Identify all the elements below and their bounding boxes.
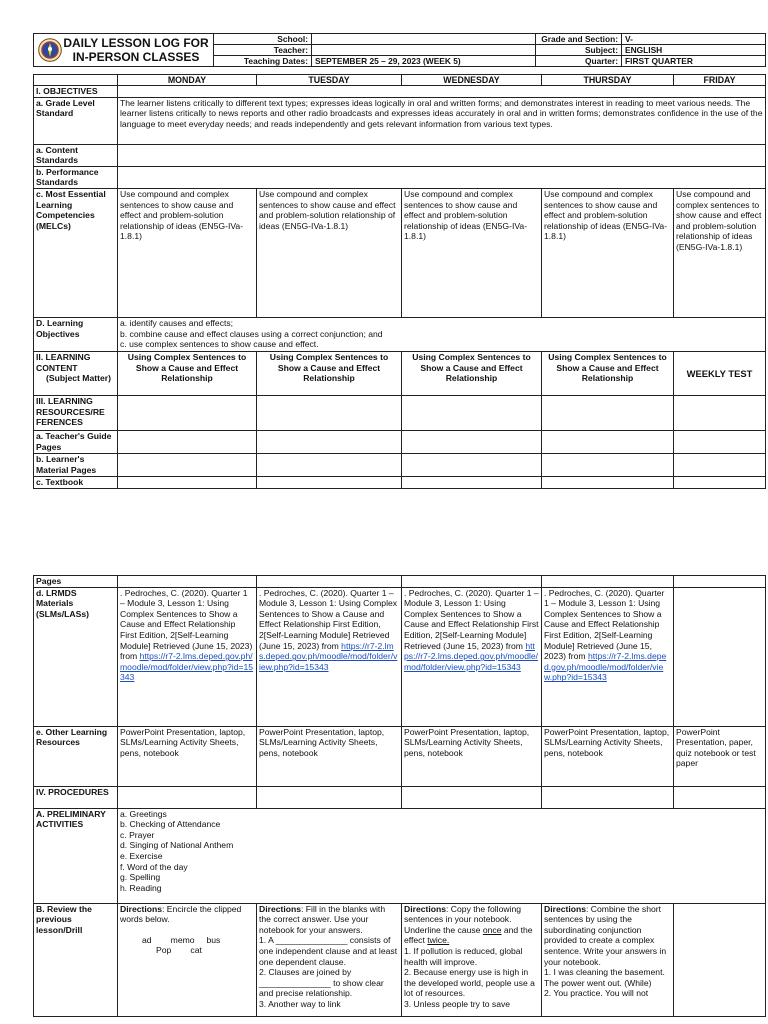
- learners-material-tue: [257, 453, 402, 476]
- lrmds-thursday: [542, 587, 674, 726]
- teachers-guide-label: a. Teacher's Guide Pages: [34, 430, 118, 453]
- dates-value[interactable]: SEPTEMBER 25 – 29, 2023 (WEEK 5): [312, 56, 536, 67]
- preliminary-item: b. Checking of Attendance: [120, 819, 221, 830]
- teachers-guide-fri: [674, 430, 766, 453]
- lrmds-citation: . Pedroches, C. (2020). Quarter 1 – Module 3, Lesson 1: Using Complex Sentences to Show a Cause and Effect Relationship First Edition, 2[Self-Learning Module] Retrieved (June 15, 2023) from: [259, 587, 398, 651]
- clipped-words-row-1: ad memo bus: [142, 934, 221, 945]
- textbook-label: c. Textbook: [34, 476, 118, 488]
- resources-mon: [118, 395, 257, 430]
- content-standards-label: a. Content Standards: [34, 144, 118, 166]
- preliminary-list: [118, 808, 766, 903]
- objective-item: c. use complex sentences to show cause and effect.: [120, 339, 319, 350]
- day-wednesday: WEDNESDAY: [402, 75, 542, 86]
- review-thursday: [542, 903, 674, 1016]
- review-tue-item: 3. Another way to link: [259, 998, 341, 1009]
- directions-word: Directions: [544, 903, 587, 914]
- learning-objectives-label: D. Learning Objectives: [34, 317, 118, 351]
- learning-objectives-cell: [118, 317, 766, 351]
- objectives-label: I. OBJECTIVES: [34, 86, 118, 98]
- lrmds-link[interactable]: https://r7-2.lms.deped.gov.ph/moodle/mod/folder/view.php?id=15343: [259, 640, 398, 672]
- day-monday: MONDAY: [118, 75, 257, 86]
- school-value[interactable]: [312, 34, 536, 45]
- learners-material-label: b. Learner's Material Pages: [34, 453, 118, 476]
- melcs-monday: Use compound and complex sentences to show cause and effect and problem-solution relationship of ideas (EN5G-IVa-1.8.1): [118, 188, 257, 317]
- resources-fri: [674, 395, 766, 430]
- review-wed-item: 3. Unless people try to save: [404, 998, 511, 1009]
- preliminary-item: h. Reading: [120, 882, 162, 893]
- review-wed-directions-a: : Copy the following sentences in your notebook. Underline the cause: [404, 903, 522, 935]
- content-standards-cell: [118, 144, 766, 166]
- title-line-2: IN-PERSON CLASSES: [72, 50, 200, 64]
- learning-content-thursday: Using Complex Sentences to Show a Cause and Effect Relationship: [542, 351, 674, 395]
- teachers-guide-thu: [542, 430, 674, 453]
- objectives-cell: [118, 86, 766, 98]
- resources-wed: [402, 395, 542, 430]
- review-wednesday: [402, 903, 542, 1016]
- review-thu-item: 1. I was cleaning the basement. The power went out. (While): [544, 967, 665, 988]
- corner-cell: [34, 75, 118, 86]
- grade-value[interactable]: V-: [622, 34, 766, 45]
- review-tue-item: 1. A _______________ consists of one independent clause and at least one dependent clause.: [259, 935, 398, 967]
- pages-label: Pages: [34, 576, 118, 588]
- melcs-label: c. Most Essential Learning Competencies (MELCs): [34, 188, 118, 317]
- learning-content-tuesday: Using Complex Sentences to Show a Cause and Effect Relationship: [257, 351, 402, 395]
- lesson-table-part-1: [33, 74, 766, 489]
- procedures-wed: [402, 786, 542, 808]
- title-cell: [34, 34, 214, 67]
- subject-value[interactable]: ENGLISH: [622, 45, 766, 56]
- objective-item: b. combine cause and effect clauses using a correct conjunction; and: [120, 328, 383, 339]
- review-wed-once: once: [482, 924, 502, 935]
- other-resources-wednesday: PowerPoint Presentation, laptop, SLMs/Learning Activity Sheets, pens, notebook: [402, 726, 542, 786]
- resources-tue: [257, 395, 402, 430]
- review-mon-directions: : Encircle the clipped words below.: [120, 903, 242, 925]
- procedures-thu: [542, 786, 674, 808]
- learning-content-label-line1: II. LEARNING CONTENT: [36, 351, 91, 373]
- melcs-wednesday: Use compound and complex sentences to show cause and effect and problem-solution relationship of ideas (EN5G-IVa-1.8.1): [402, 188, 542, 317]
- pages-fri: [674, 576, 766, 588]
- directions-word: Directions: [259, 903, 302, 914]
- procedures-label: IV. PROCEDURES: [34, 786, 118, 808]
- teachers-guide-tue: [257, 430, 402, 453]
- preliminary-item: e. Exercise: [120, 850, 163, 861]
- textbook-fri: [674, 476, 766, 488]
- melcs-friday: Use compound and complex sentences to show cause and effect and problem-solution relationship of ideas (EN5G-IVa-1.8.1): [674, 188, 766, 317]
- textbook-wed: [402, 476, 542, 488]
- other-resources-label: e. Other Learning Resources: [34, 726, 118, 786]
- learners-material-wed: [402, 453, 542, 476]
- lrmds-link[interactable]: https://r7-2.lms.deped.gov.ph/moodle/mod/folder/view.php?id=15343: [404, 640, 539, 672]
- directions-word: Directions: [404, 903, 447, 914]
- learners-material-mon: [118, 453, 257, 476]
- review-label: B. Review the previous lesson/Drill: [34, 903, 118, 1016]
- review-tuesday: [257, 903, 402, 1016]
- day-tuesday: TUESDAY: [257, 75, 402, 86]
- lrmds-monday: [118, 587, 257, 726]
- quarter-value[interactable]: FIRST QUARTER: [622, 56, 766, 67]
- melcs-thursday: Use compound and complex sentences to show cause and effect and problem-solution relationship of ideas (EN5G-IVa-1.8.1): [542, 188, 674, 317]
- lrmds-tuesday: [257, 587, 402, 726]
- other-resources-tuesday: PowerPoint Presentation, laptop, SLMs/Learning Activity Sheets, pens, notebook: [257, 726, 402, 786]
- performance-standards-cell: [118, 166, 766, 188]
- pages-wed: [402, 576, 542, 588]
- lrmds-citation: . Pedroches, C. (2020). Quarter 1 – Module 3, Lesson 1: Using Complex Sentences to Show a Cause and Effect Relationship First Edition, 2[Self-Learning Module] Retrieved (June 15, 2023) from: [120, 587, 253, 662]
- lrmds-friday: [674, 587, 766, 726]
- school-label: School:: [214, 34, 312, 45]
- teacher-label: Teacher:: [214, 45, 312, 56]
- objective-item: a. identify causes and effects;: [120, 317, 234, 328]
- title-line-1: DAILY LESSON LOG FOR: [63, 36, 209, 50]
- pages-mon: [118, 576, 257, 588]
- learning-content-wednesday: Using Complex Sentences to Show a Cause and Effect Relationship: [402, 351, 542, 395]
- learners-material-thu: [542, 453, 674, 476]
- deped-seal-icon: [38, 38, 62, 62]
- lrmds-link[interactable]: https://r7-2.lms.deped.gov.ph/moodle/mod/folder/view.php?id=15343: [544, 651, 667, 683]
- lrmds-link[interactable]: https://r7-2.lms.deped.gov.ph/moodle/mod/folder/view.php?id=15343: [120, 651, 254, 683]
- weekly-test: WEEKLY TEST: [674, 351, 766, 395]
- dates-label: Teaching Dates:: [214, 56, 312, 67]
- learners-material-fri: [674, 453, 766, 476]
- pages-tue: [257, 576, 402, 588]
- review-monday: [118, 903, 257, 1016]
- procedures-mon: [118, 786, 257, 808]
- lrmds-citation: . Pedroches, C. (2020). Quarter 1 – Module 3, Lesson 1: Using Complex Sentences to Show a Cause and Effect Relationship First Edition, 2[Self-Learning Module] Retrieved (June 15, 2023) from: [404, 587, 539, 651]
- resources-thu: [542, 395, 674, 430]
- review-thu-directions: : Combine the short sentences by using the subordinating conjunction provided to create a complex sentence. Write your answers in your notebook.: [544, 903, 667, 967]
- preliminary-item: c. Prayer: [120, 829, 155, 840]
- header-table: [33, 33, 766, 67]
- review-tue-directions: : Fill in the blanks with the correct answer. Use your notebook for your answers.: [259, 903, 386, 935]
- preliminary-item: f. Word of the day: [120, 861, 188, 872]
- quarter-label: Quarter:: [536, 56, 622, 67]
- lrmds-label: d. LRMDS Materials (SLMs/LASs): [34, 587, 118, 726]
- textbook-mon: [118, 476, 257, 488]
- procedures-tue: [257, 786, 402, 808]
- other-resources-thursday: PowerPoint Presentation, laptop, SLMs/Learning Activity Sheets, pens, notebook: [542, 726, 674, 786]
- performance-standards-label: b. Performance Standards: [34, 166, 118, 188]
- teachers-guide-mon: [118, 430, 257, 453]
- review-wed-item: 1. If pollution is reduced, global health will improve.: [404, 945, 523, 967]
- teachers-guide-wed: [402, 430, 542, 453]
- day-thursday: THURSDAY: [542, 75, 674, 86]
- review-tue-item: 2. Clauses are joined by _______________ to show clear and precise relationship.: [259, 967, 384, 999]
- preliminary-item: d. Singing of National Anthem: [120, 840, 234, 851]
- lesson-table-part-2: [33, 575, 766, 1017]
- melcs-tuesday: Use compound and complex sentences to show cause and effect and problem-solution relationship of ideas (EN5G-IVa-1.8.1): [257, 188, 402, 317]
- review-thu-item: 2. You practice. You will not: [544, 988, 649, 999]
- procedures-fri: [674, 786, 766, 808]
- textbook-thu: [542, 476, 674, 488]
- grade-level-standard-text: The learner listens critically to different text types; expresses ideas logically in oral and written forms; and demonstrates interest in reading to meet various needs. The learner listens critically to news reports and other radio broadcasts and expresses ideas accurately in oral and in written forms; demonstrates confidence in the use of the language to meet everyday needs; and reads independently and gets relevant information from various text types.: [118, 97, 766, 144]
- learning-content-monday: Using Complex Sentences to Show a Cause and Effect Relationship: [118, 351, 257, 395]
- other-resources-monday: PowerPoint Presentation, laptop, SLMs/Learning Activity Sheets, pens, notebook: [118, 726, 257, 786]
- day-friday: FRIDAY: [674, 75, 766, 86]
- resources-label: III. LEARNING RESOURCES/RE FERENCES: [34, 395, 118, 430]
- subject-label: Subject:: [536, 45, 622, 56]
- grade-level-standard-label: a. Grade Level Standard: [34, 97, 118, 144]
- textbook-tue: [257, 476, 402, 488]
- preliminary-label: A. PRELIMINARY ACTIVITIES: [34, 808, 118, 903]
- clipped-words-row-2: Pop cat: [156, 945, 202, 956]
- other-resources-friday: PowerPoint Presentation, paper, quiz notebook or test paper: [674, 726, 766, 786]
- review-wed-directions-b: and the effect: [404, 924, 533, 946]
- learning-content-label-line2: (Subject Matter): [46, 373, 111, 384]
- lrmds-wednesday: [402, 587, 542, 726]
- pages-thu: [542, 576, 674, 588]
- review-wed-item: 2. Because energy use is high in the developed world, people use a lot of resources.: [404, 967, 535, 999]
- teacher-value[interactable]: [312, 45, 536, 56]
- preliminary-item: g. Spelling: [120, 872, 161, 883]
- grade-label: Grade and Section:: [536, 34, 622, 45]
- directions-word: Directions: [120, 903, 163, 914]
- review-friday: [674, 903, 766, 1016]
- lrmds-citation: . Pedroches, C. (2020). Quarter 1 – Module 3, Lesson 1: Using Complex Sentences to Show a Cause and Effect Relationship First Edition, 2[Self-Learning Module] Retrieved (June 15, 2023) from: [544, 587, 665, 662]
- review-wed-twice: twice.: [427, 935, 450, 946]
- preliminary-item: a. Greetings: [120, 808, 167, 819]
- learning-content-label: [34, 351, 118, 395]
